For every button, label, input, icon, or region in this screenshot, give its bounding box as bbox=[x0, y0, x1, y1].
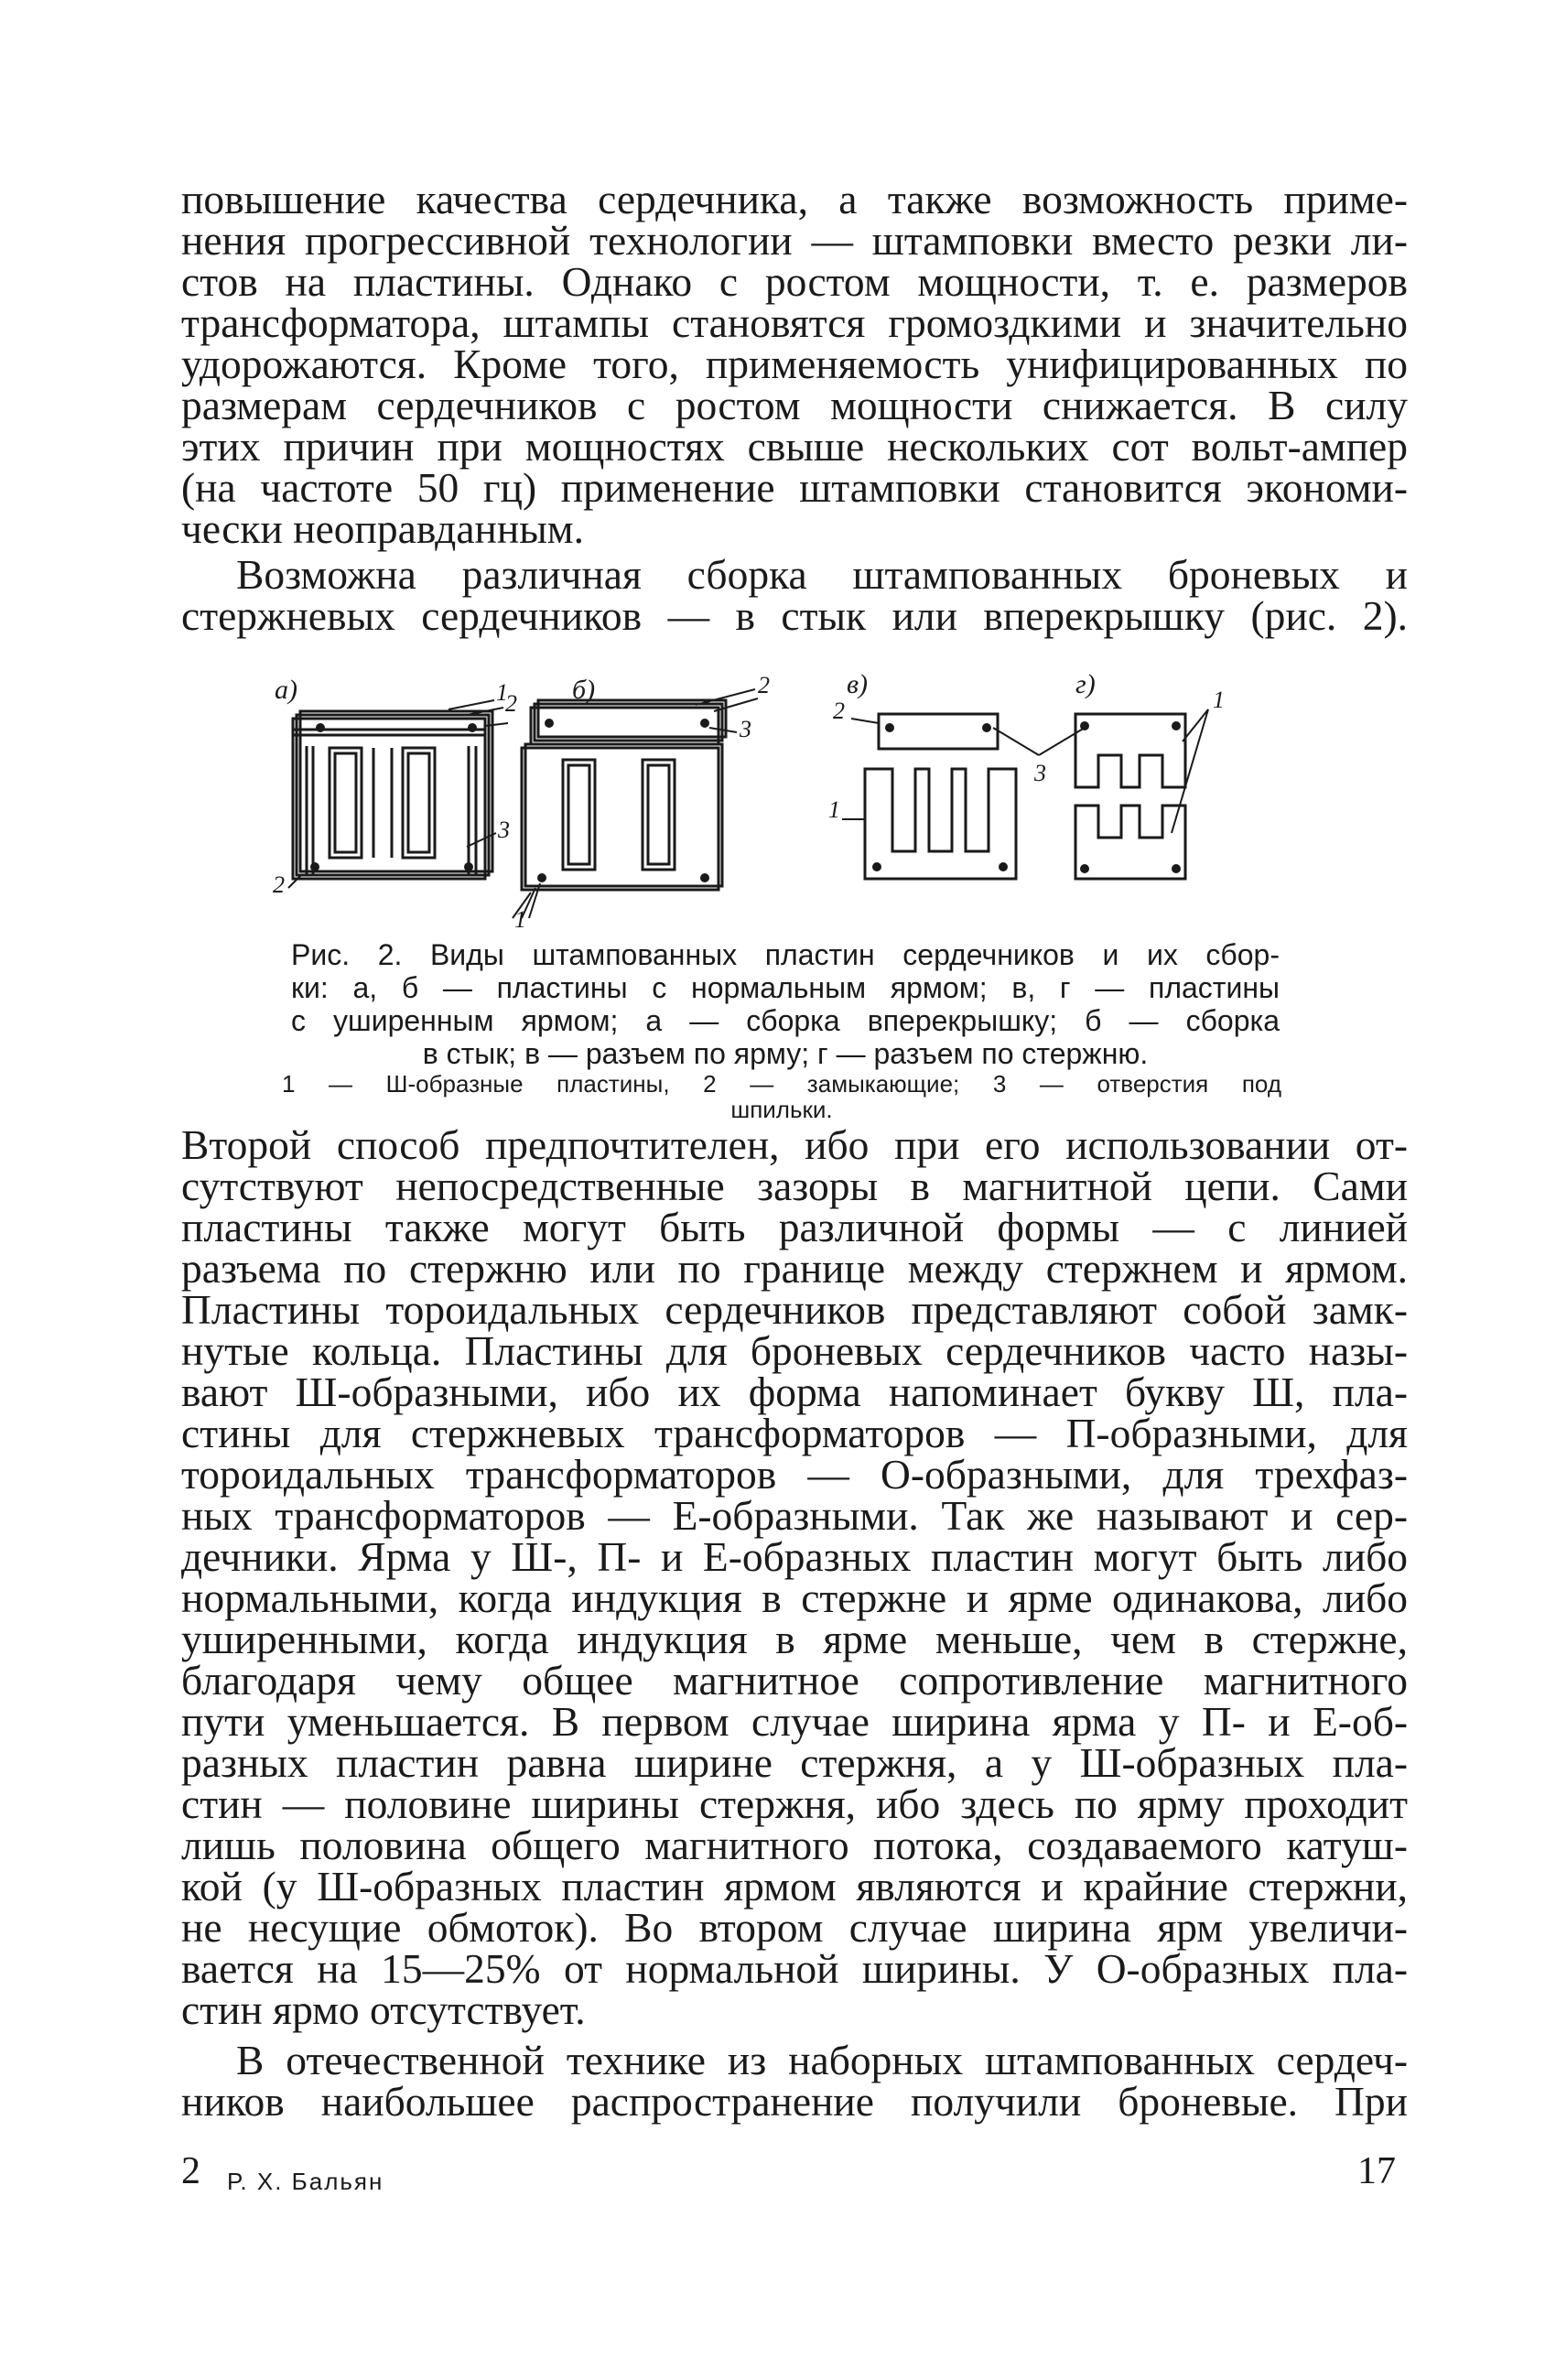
text-line: нутые кольца. Пластины для броневых сердечников часто назы- bbox=[181, 1327, 1408, 1374]
text-line: стин ярмо отсутствует. bbox=[181, 1986, 586, 2033]
text-line: вается на 15—25% от нормальной ширины. У О-образных пла- bbox=[181, 1945, 1408, 1992]
text-line: тороидальных трансформаторов — О-образными, для трехфаз- bbox=[181, 1451, 1408, 1498]
text-line: этих причин при мощностях свыше нескольких сот вольт-ампер bbox=[181, 423, 1408, 470]
text-line: дечники. Ярма у Ш-, П- и Е-образных пластин могут быть либо bbox=[181, 1533, 1408, 1580]
author-name: Р. Х. Бальян bbox=[227, 2168, 384, 2195]
figure-caption bbox=[291, 938, 1280, 1070]
callout-1: 1 bbox=[828, 796, 840, 823]
text-line: Пластины тороидальных сердечников представляют собой замк- bbox=[181, 1286, 1408, 1333]
text-line: кой (у Ш-образных пластин ярмом являются и крайние стержни, bbox=[181, 1863, 1408, 1909]
text-line: сутствуют непосредственные зазоры в магнитной цепи. Сами bbox=[181, 1163, 1408, 1209]
text-line: разных пластин равна ширине стержня, а у Ш-образных пла- bbox=[181, 1739, 1408, 1786]
caption-line: ки: а, б — пластины с нормальным ярмом; в, г — пластины bbox=[291, 971, 1280, 1004]
text-line: стов на пластины. Однако с ростом мощности, т. е. размеров bbox=[181, 258, 1408, 305]
page-footer bbox=[0, 2149, 1556, 2204]
page-number: 17 bbox=[1357, 2150, 1396, 2192]
text-line: уширенными, когда индукция в ярме меньше, чем в стержне, bbox=[181, 1616, 1408, 1662]
text-line: размерам сердечников с ростом мощности снижается. В силу bbox=[181, 382, 1408, 428]
text-line: чески неоправданным. bbox=[181, 505, 584, 552]
caption-line: Рис. 2. Виды штампованных пластин сердечников и их сбор- bbox=[291, 938, 1280, 971]
callout-2: 2 bbox=[758, 673, 770, 698]
callout-3: 3 bbox=[1034, 760, 1046, 786]
text-line: Возможна различная сборка штампованных броневых и bbox=[236, 551, 1408, 598]
paragraph-2 bbox=[181, 551, 1408, 639]
callout-2: 2 bbox=[273, 871, 285, 898]
text-line: пластины также могут быть различной формы — с линией bbox=[181, 1204, 1408, 1250]
panel-b-drawing bbox=[522, 700, 726, 890]
panel-label-v: в) bbox=[847, 673, 869, 699]
paragraph-4 bbox=[181, 2037, 1408, 2125]
panel-label-g: г) bbox=[1075, 673, 1096, 699]
text-line: удорожаются. Кроме того, применяемость унифицированных по bbox=[181, 341, 1408, 387]
text-line: повышение качества сердечника, а также возможность приме- bbox=[181, 176, 1408, 222]
text-line: не несущие обмоток). Во втором случае ширина ярм увеличи- bbox=[181, 1904, 1408, 1951]
figure-drawing bbox=[256, 673, 1318, 929]
callout-2: 2 bbox=[833, 698, 845, 724]
text-line: вают Ш-образными, ибо их форма напоминает букву Ш, пла- bbox=[181, 1368, 1408, 1415]
text-line: трансформатора, штампы становятся громоздкими и значительно bbox=[181, 299, 1408, 346]
panel-a-drawing bbox=[293, 711, 492, 879]
callout-1: 1 bbox=[496, 679, 508, 706]
figure-legend bbox=[282, 1071, 1281, 1122]
text-line: стержневых сердечников — в стык или вперекрышку (рис. 2). bbox=[181, 592, 1408, 639]
callout-1: 1 bbox=[514, 906, 526, 929]
panel-g-drawing bbox=[1075, 714, 1185, 879]
callout-3: 3 bbox=[740, 716, 751, 742]
panel-label-b: б) bbox=[572, 675, 596, 705]
panel-label-a: а) bbox=[275, 675, 297, 705]
text-line: нормальными, когда индукция в стержне и ярме одинакова, либо bbox=[181, 1574, 1408, 1621]
callout-1: 1 bbox=[1213, 687, 1225, 713]
text-line: разъема по стержню или по границе между стержнем и ярмом. bbox=[181, 1245, 1408, 1292]
text-line: нения прогрессивной технологии — штамповки вместо резки ли- bbox=[181, 217, 1408, 264]
text-line: Второй способ предпочтителен, ибо при его использовании от- bbox=[181, 1121, 1408, 1168]
text-line: пути уменьшается. В первом случае ширина ярма у П- и Е-об- bbox=[181, 1698, 1408, 1745]
text-line: лишь половина общего магнитного потока, создаваемого катуш- bbox=[181, 1822, 1408, 1868]
paragraph-1 bbox=[181, 176, 1408, 552]
caption-line: с уширенным ярмом; а — сборка вперекрышку; б — сборка bbox=[291, 1004, 1280, 1037]
text-line: благодаря чему общее магнитное сопротивление магнитного bbox=[181, 1657, 1408, 1704]
paragraph-3 bbox=[181, 1121, 1408, 2033]
text-line: В отечественной технике из наборных штампованных сердеч- bbox=[236, 2037, 1408, 2083]
legend-line: 1 — Ш-образные пластины, 2 — замыкающие; 3 — отверстия под bbox=[282, 1070, 1281, 1098]
panel-v-drawing bbox=[865, 714, 1016, 879]
legend-line: шпильки. bbox=[730, 1096, 833, 1123]
text-line: стины для стержневых трансформаторов — П-образными, для bbox=[181, 1410, 1408, 1456]
callout-3: 3 bbox=[498, 817, 510, 843]
text-line: ников наибольшее распространение получили броневые. При bbox=[181, 2078, 1408, 2125]
caption-line: в стык; в — разъем по ярму; г — разъем по стержню. bbox=[422, 1037, 1149, 1070]
callout-2: 2 bbox=[505, 690, 517, 717]
text-line: (на частоте 50 гц) применение штамповки становится экономи- bbox=[181, 464, 1408, 511]
signature-mark: 2 bbox=[181, 2150, 200, 2192]
text-line: ных трансформаторов — Е-образными. Так же называют и сер- bbox=[181, 1492, 1408, 1539]
figure-2-core-plates bbox=[256, 673, 1318, 929]
text-line: стин — половине ширины стержня, ибо здесь по ярму проходит bbox=[181, 1780, 1408, 1827]
